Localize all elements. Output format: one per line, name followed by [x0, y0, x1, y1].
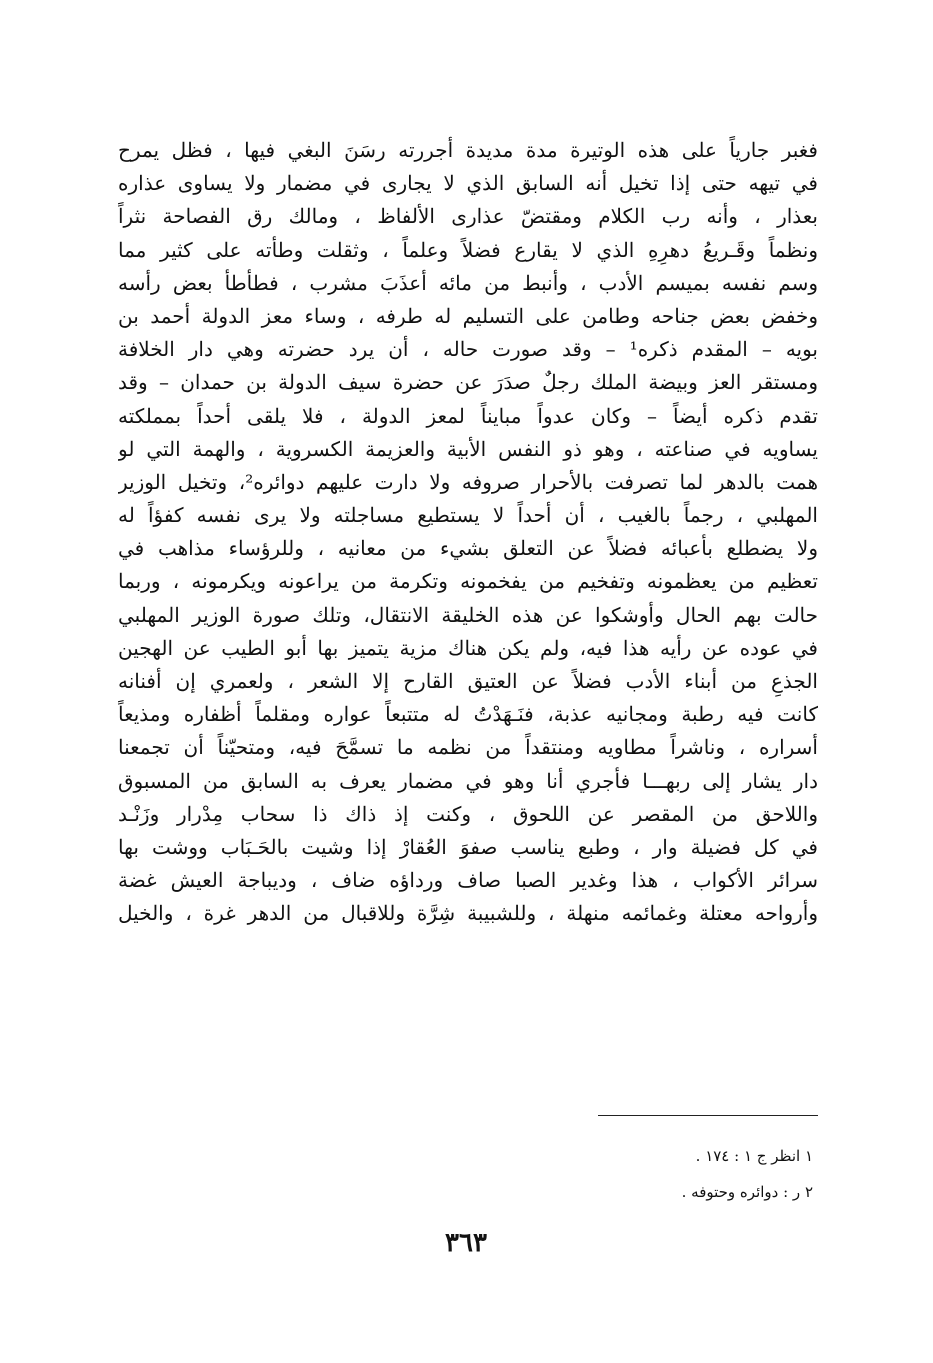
- text-line: يساويه في صناعته ، وهو ذو النفس الأبية والعزيمة الكسروية ، والهمة التي لو: [118, 436, 818, 461]
- text-line: الجذعِ من أبناء الأدب فضلاً عن العتيق القارح إلا الشعر ، ولعمري إن أفنانه: [118, 669, 818, 693]
- text-line: ولا يضطلع بأعبائه فضلاً عن التعلق بشيء من معانيه ، وللرؤساء مذاهب في: [118, 536, 818, 561]
- text-line: في تيهه حتى إذا تخيل أنه السابق الذي لا يجارى في مضمار ولا يساوى عذاره: [118, 171, 818, 196]
- text-line: ومستقر العز وبيضة الملك رجلٌ صدَرَ عن حضرة سيف الدولة بن حمدان – وقد: [118, 370, 818, 395]
- text-line: كانت فيه رطبة ومجانيه عذبة، فنَـهَدْتُ له متتبعاً عواره ومقلماً أظفاره ومذيعاً: [118, 702, 818, 727]
- text-line: بعذار ، وأنه رب الكلام ومقتضّ عذارى الألفاظ ، ومالك رق الفصاحة نثراً: [118, 204, 818, 229]
- footnote-1: ١ انظر ج ١ : ١٧٤ .: [695, 1147, 813, 1165]
- text-line: في كل فضيلة وار ، وطبع يناسب صفوَ العُقارْ إذا وشيت بالحَـبَاب ووشت بها: [118, 834, 818, 859]
- text-line: المهلبي ، رجماً بالغيب ، أن أحداً لا يستطيع مساجلته ولا يرى نفسه كفؤاً له: [118, 503, 818, 528]
- page-number: ٣٦٣: [445, 1228, 487, 1258]
- text-line: بويه – المقدم ذكره¹ – وقد صورت حاله ، أن يرد حضرته وهي دار الخلافة: [118, 337, 818, 362]
- text-line: حالت بهم الحال وأوشكوا عن هذه الخليقة الانتقال، وتلك صورة الوزير المهلبي: [118, 602, 818, 627]
- footnotes: [413, 1138, 813, 1210]
- text-line: فغبر جارياً على هذه الوتيرة مدة مديدة أجررته رسَنَ البغي فيها ، فظل يمرح: [118, 138, 818, 162]
- text-line: وأرواحه معتلة وغمائمه منهلة ، وللشبيبة شِرَّة وللاقبال من الدهر غرة ، والخيل: [118, 901, 818, 926]
- text-line: همت بالدهر لما تصرفت بالأحرار صروفه ولا دارت عليهم دوائره²، وتخيل الوزير: [118, 469, 818, 494]
- main-text-block: [118, 134, 818, 931]
- text-line: أسراره ، وناشراً مطاويه ومنتقداً من نظمه ما تسمَّحَ فيه، ومتحيّناً أن تجمعنا: [118, 735, 818, 760]
- footnote-divider: [598, 1115, 818, 1116]
- text-line: تقدم ذكره أيضاً – وكان عدواً مبايناً لمعز الدولة ، فلا يلقى أحداً بمملكته: [118, 403, 818, 428]
- text-line: وسم نفسه بميسم الأدب ، وأنبط من مائه أعذَبَ مشرب ، فطأطأ بعض رأسه: [118, 270, 818, 295]
- text-line: وخفض بعض جناحه وطامن على التسليم له طرفه ، وساء معز الدولة أحمد بن: [118, 303, 818, 328]
- text-line: ونظماً وقَـريعُ دهرِهِ الذي لا يقارع فضلاً وعلماً ، وثقلت وطأته على كثير مما: [118, 237, 818, 262]
- footnote-2: ٢ ر : دوائره وحتوفه .: [681, 1183, 813, 1201]
- text-line: في عوده عن رأيه هذا فيه، ولم يكن هناك مزية يتميز بها أبو الطيب عن الهجين: [118, 635, 818, 660]
- text-line: تعظيم من يعظمونه وتفخيم من يفخمونه وتكرمة من يراعونه ويكرمونه ، وربما: [118, 569, 818, 594]
- text-line: سرائر الأكواب ، هذا وغدير الصبا صاف ورداؤه ضاف ، وديباجة العيش غضة: [118, 868, 818, 893]
- text-line: واللاحق من المقصر عن اللحوق ، وكنت إذ ذاك ذا سحاب مِدْرار وزَنْـد: [118, 801, 818, 826]
- text-line: دار يشار إلى ربهـــا فأجري أنا وهو في مضمار يعرف به السابق من المسبوق: [118, 768, 818, 793]
